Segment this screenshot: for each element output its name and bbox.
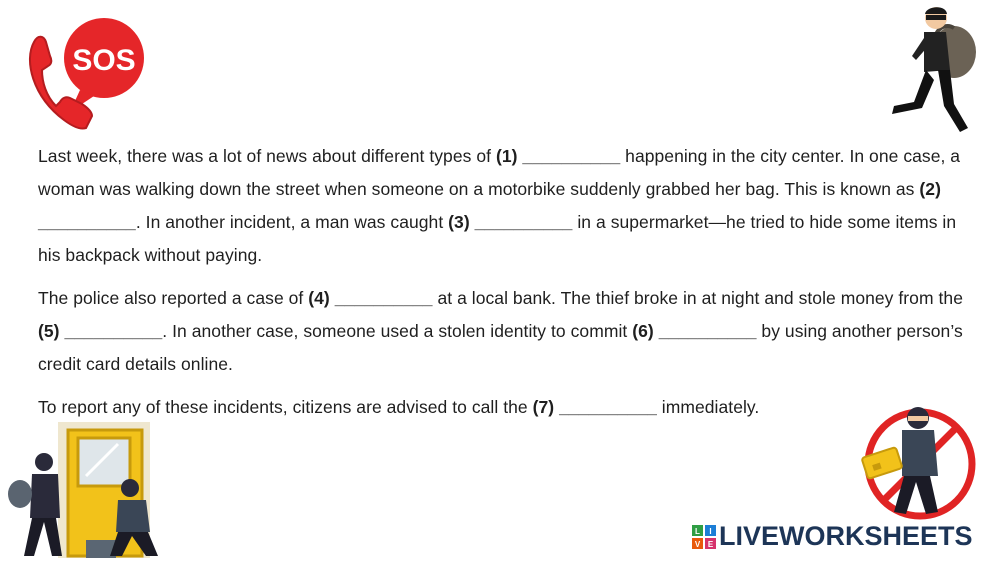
blank-field[interactable]: __________ <box>64 321 163 341</box>
text-segment: happening in the city center. In one case, a woman was walking down the street when someone on a motorbike suddenly grabbed her bag. This is known as <box>38 146 961 199</box>
text-segment: immediately. <box>656 397 760 417</box>
text-segment: in a supermarket—he tried to hide some items in his backpack without paying. <box>38 212 957 265</box>
worksheet-text <box>38 140 963 434</box>
paragraph-1 <box>38 140 963 272</box>
text-segment: Last week, there was a lot of news about different types of <box>38 146 496 166</box>
blank-number: (3) <box>448 212 470 232</box>
logo-block-letter: V <box>694 540 701 549</box>
text-segment: at a local bank. The thief broke in at night and stole money from the <box>432 288 963 308</box>
blank-number: (6) <box>632 321 654 341</box>
paragraph-2 <box>38 282 963 381</box>
burglar-with-sack-icon <box>884 4 980 140</box>
blank-field[interactable]: __________ <box>334 288 433 308</box>
text-segment: . In another incident, a man was caught <box>135 212 449 232</box>
paragraph-3 <box>38 391 963 424</box>
liveworksheets-logo-icon <box>692 525 716 549</box>
blank-number: (7) <box>532 397 555 417</box>
blank-number: (1) <box>495 146 518 166</box>
blank-number: (4) <box>308 288 330 308</box>
blank-field[interactable]: __________ <box>522 146 621 166</box>
bank-robbers-safe-icon <box>6 420 168 562</box>
text-segment: To report any of these incidents, citizens are advised to call the <box>38 397 533 417</box>
logo-block-letter: E <box>707 540 714 549</box>
credit-card-fraud-icon <box>858 402 982 528</box>
sos-label: SOS <box>72 44 136 77</box>
logo-block-letter: L <box>695 527 700 536</box>
logo-block-letter: I <box>709 527 712 536</box>
blank-number: (2) <box>919 179 941 199</box>
liveworksheets-logo[interactable]: LIVEWORKSHEETS <box>719 521 973 551</box>
blank-number: (5) <box>38 321 60 341</box>
blank-field[interactable]: __________ <box>474 212 573 232</box>
blank-field[interactable]: __________ <box>559 397 657 417</box>
text-segment: The police also reported a case of <box>38 288 309 308</box>
text-segment: by using another person’s credit card details online. <box>38 321 963 374</box>
sos-phone-icon <box>20 12 152 134</box>
blank-field[interactable]: __________ <box>658 321 757 341</box>
blank-field[interactable]: __________ <box>38 212 136 232</box>
text-segment: . In another case, someone used a stolen identity to commit <box>162 321 633 341</box>
